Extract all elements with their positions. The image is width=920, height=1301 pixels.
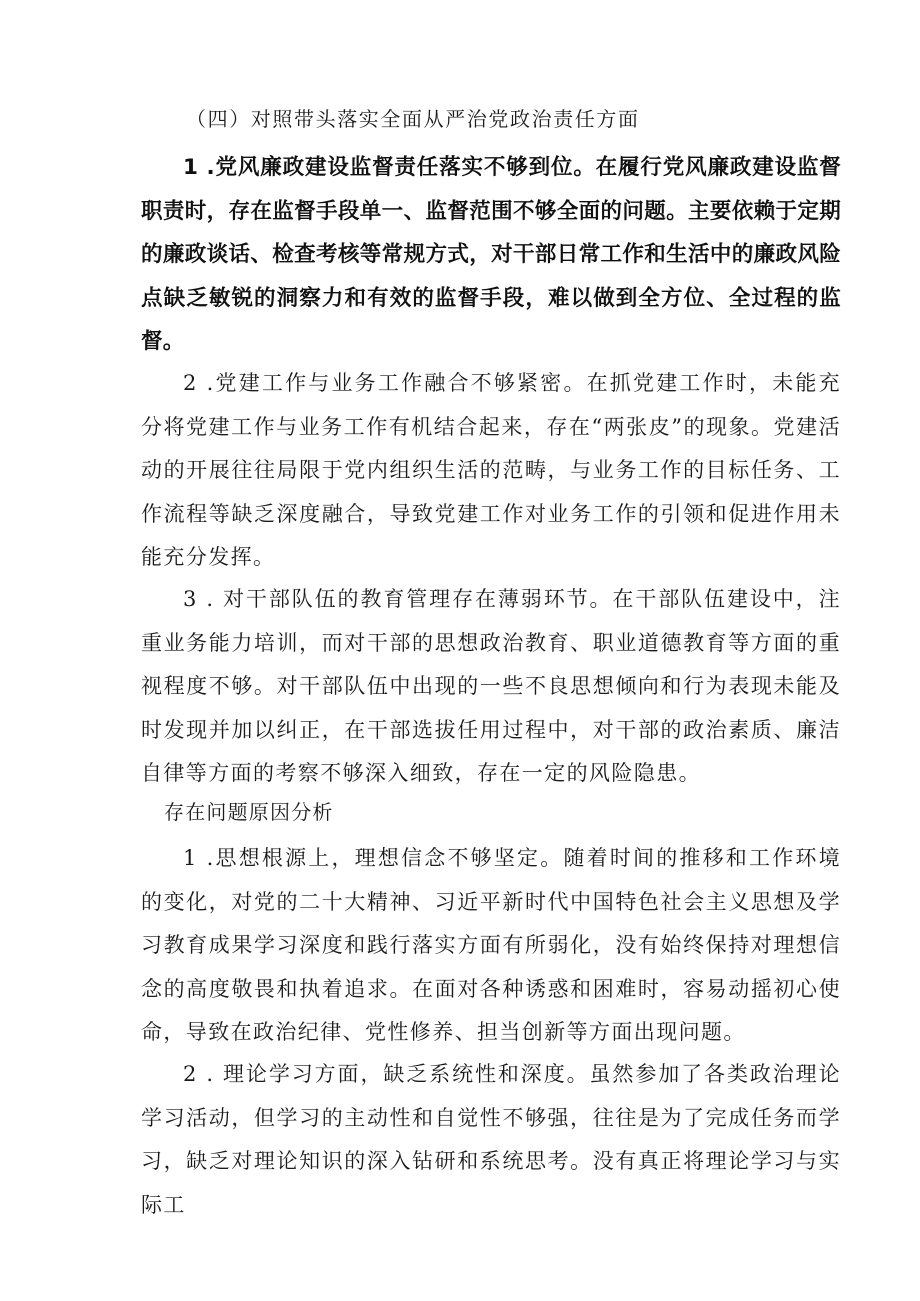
paragraph-cadre-management: 3 . 对干部队伍的教育管理存在薄弱环节。在干部队伍建设中，注重业务能力培训，而对干部的思想政治教育、职业道德教育等方面的重视程度不够。对干部队伍中出现的一些不良思想倾向和行为表现未能及时发现并加以纠正，在干部选拔任用过程中，对干部的政治素质、廉洁自律等方面的考察不够深入细致，存在一定的风险隐患。 xyxy=(141,587,841,785)
paragraph-supervision-responsibility: 1 .党风廉政建设监督责任落实不够到位。在履行党风廉政建设监督职责时，存在监督手段单一、监督范围不够全面的问题。主要依赖于定期的廉政谈话、检查考核等常规方式，对干部日常工作和生活中的廉政风险点缺乏敏锐的洞察力和有效的监督手段，难以做到全方位、全过程的监督。 xyxy=(141,155,841,354)
paragraph-ideological-root: 1 .思想根源上，理想信念不够坚定。随着时间的推移和工作环境的变化，对党的二十大精神、习近平新时代中国特色社会主义思想及学习教育成果学习深度和践行落实方面有所弱化，没有始终保持对理想信念的高度敬畏和执着追求。在面对各种诱惑和困难时，容易动摇初心使命，导致在政治纪律、党性修养、担当创新等方面出现问题。 xyxy=(141,846,841,1044)
paragraph-party-building-integration: 2 .党建工作与业务工作融合不够紧密。在抓党建工作时，未能充分将党建工作与业务工作有机结合起来，存在“两张皮”的现象。党建活动的开展往往局限于党内组织生活的范畴，与业务工作的目标任务、工作流程等缺乏深度融合，导致党建工作对业务工作的引领和促进作用未能充分发挥。 xyxy=(141,371,841,569)
analysis-heading: 存在问题原因分析 xyxy=(164,800,334,824)
section-heading: （四）对照带头落实全面从严治党政治责任方面 xyxy=(186,107,640,131)
paragraph-theory-study: 2 . 理论学习方面，缺乏系统性和深度。虽然参加了各类政治理论学习活动，但学习的主动性和自觉性不够强，往往是为了完成任务而学习，缺乏对理论知识的深入钻研和系统思考。没有真正将理论学习与实际工 xyxy=(141,1062,841,1217)
